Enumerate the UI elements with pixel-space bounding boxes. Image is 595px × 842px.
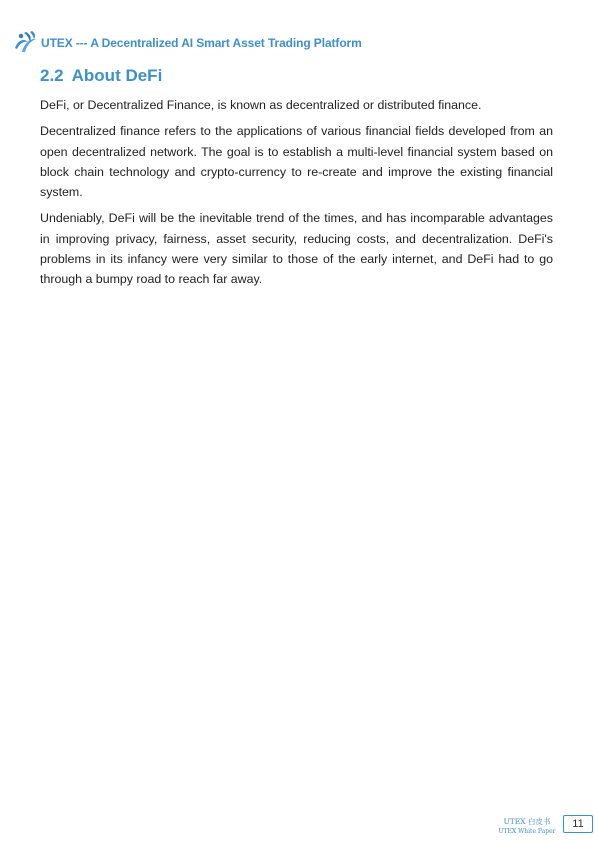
header-title: UTEX --- A Decentralized AI Smart Asset Trading Platform (41, 36, 362, 50)
section-title: About DeFi (71, 66, 163, 85)
main-content (40, 95, 553, 296)
page-header (12, 28, 572, 56)
paragraph: Undeniably, DeFi will be the inevitable trend of the times, and has incomparable advantages in improving privacy, fairness, asset security, reducing costs, and decentralization. DeFi's problems in its infancy were very similar to those of the early internet, and DeFi had to go through a bumpy road to reach far away. (40, 211, 553, 287)
paragraph: Decentralized finance refers to the applications of various financial fields developed from an open decentralized network. The goal is to establish a multi-level financial system based on block chain technology and crypto-currency to re-create and improve the existing financial system. (40, 124, 553, 200)
footer-brand (496, 817, 558, 836)
footer-brand-cn: UTEX 白皮书 (503, 817, 551, 826)
footer-brand-en: UTEX White Paper (498, 828, 556, 835)
section-heading (40, 66, 162, 86)
paragraph: DeFi, or Decentralized Finance, is known as decentralized or distributed finance. (40, 98, 482, 112)
utex-logo-icon (12, 28, 40, 56)
section-number: 2.2 (40, 66, 64, 85)
page-number: 11 (563, 815, 593, 833)
